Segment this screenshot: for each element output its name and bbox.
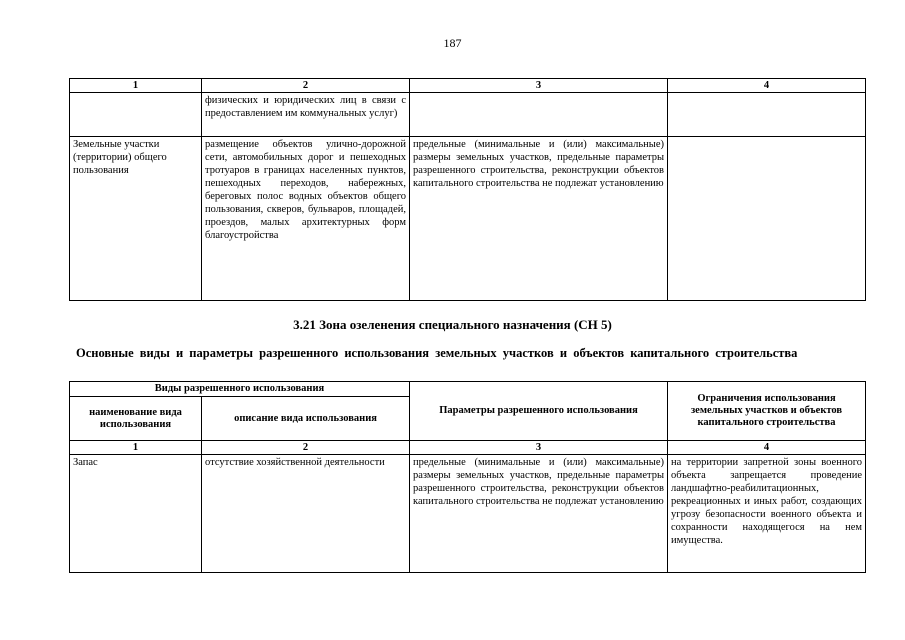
use-name-cell: Запас: [70, 455, 202, 573]
land-use-table: [69, 381, 866, 573]
column-number: 3: [410, 79, 668, 93]
header-use-description: описание вида использования: [202, 397, 410, 441]
use-name-cell: [70, 93, 202, 137]
parameters-cell: [410, 93, 668, 137]
section-heading: 3.21 Зона озеленения специального назначения (СН 5): [293, 317, 612, 332]
header-use-types: Виды разрешенного использования: [70, 382, 410, 397]
header-use-name: наименование вида использования: [70, 397, 202, 441]
header-restrictions: Ограничения использования земельных участков и объектов капитального строительства: [668, 382, 866, 441]
use-description-cell: физических и юридических лиц в связи с предоставлением им коммунальных услуг): [202, 93, 410, 137]
use-description-cell: отсутствие хозяйственной деятельности: [202, 455, 410, 573]
header-parameters: Параметры разрешенного использования: [410, 382, 668, 441]
column-number: 2: [202, 441, 410, 455]
table-row: [70, 137, 866, 301]
restrictions-cell: [668, 137, 866, 301]
header-row: [70, 382, 866, 397]
use-description-cell: размещение объектов улично-дорожной сети, автомобильных дорог и пешеходных тротуаров в границах населенных пунктов, пешеходных переходов, набережных, береговых полос водных объектов общего пользования, скверов, бульваров, площадей, проездов, малых архитектурных форм благоустройства: [202, 137, 410, 301]
table-caption: Основные виды и параметры разрешенного использования земельных участков и объектов капитального строительства: [76, 346, 798, 360]
parameters-cell: предельные (минимальные и (или) максимальные) размеры земельных участков, предельные параметры разрешенного строительства, реконструкции объектов капитального строительства не подлежат установлению: [410, 137, 668, 301]
column-number: 4: [668, 79, 866, 93]
table-row: [70, 455, 866, 573]
page-number: 187: [443, 36, 462, 50]
column-number: 3: [410, 441, 668, 455]
table-row: [70, 93, 866, 137]
restrictions-cell: [668, 93, 866, 137]
column-number: 2: [202, 79, 410, 93]
column-number-row: [70, 79, 866, 93]
column-number: 4: [668, 441, 866, 455]
parameters-cell: предельные (минимальные и (или) максимальные) размеры земельных участков, предельные параметры разрешенного строительства, реконструкции объектов капитального строительства не подлежат установлению: [410, 455, 668, 573]
column-number: 1: [70, 441, 202, 455]
restrictions-cell: на территории запретной зоны военного объекта запрещается проведение ландшафтно-реабилитационных, рекреационных и иных работ, создающих угрозу безопасности военного объекта и сохранности находящегося на нем имущества.: [668, 455, 866, 573]
column-number-row: [70, 441, 866, 455]
column-number: 1: [70, 79, 202, 93]
land-use-table-continued: [69, 78, 866, 301]
use-name-cell: Земельные участки (территории) общего пользования: [70, 137, 202, 301]
